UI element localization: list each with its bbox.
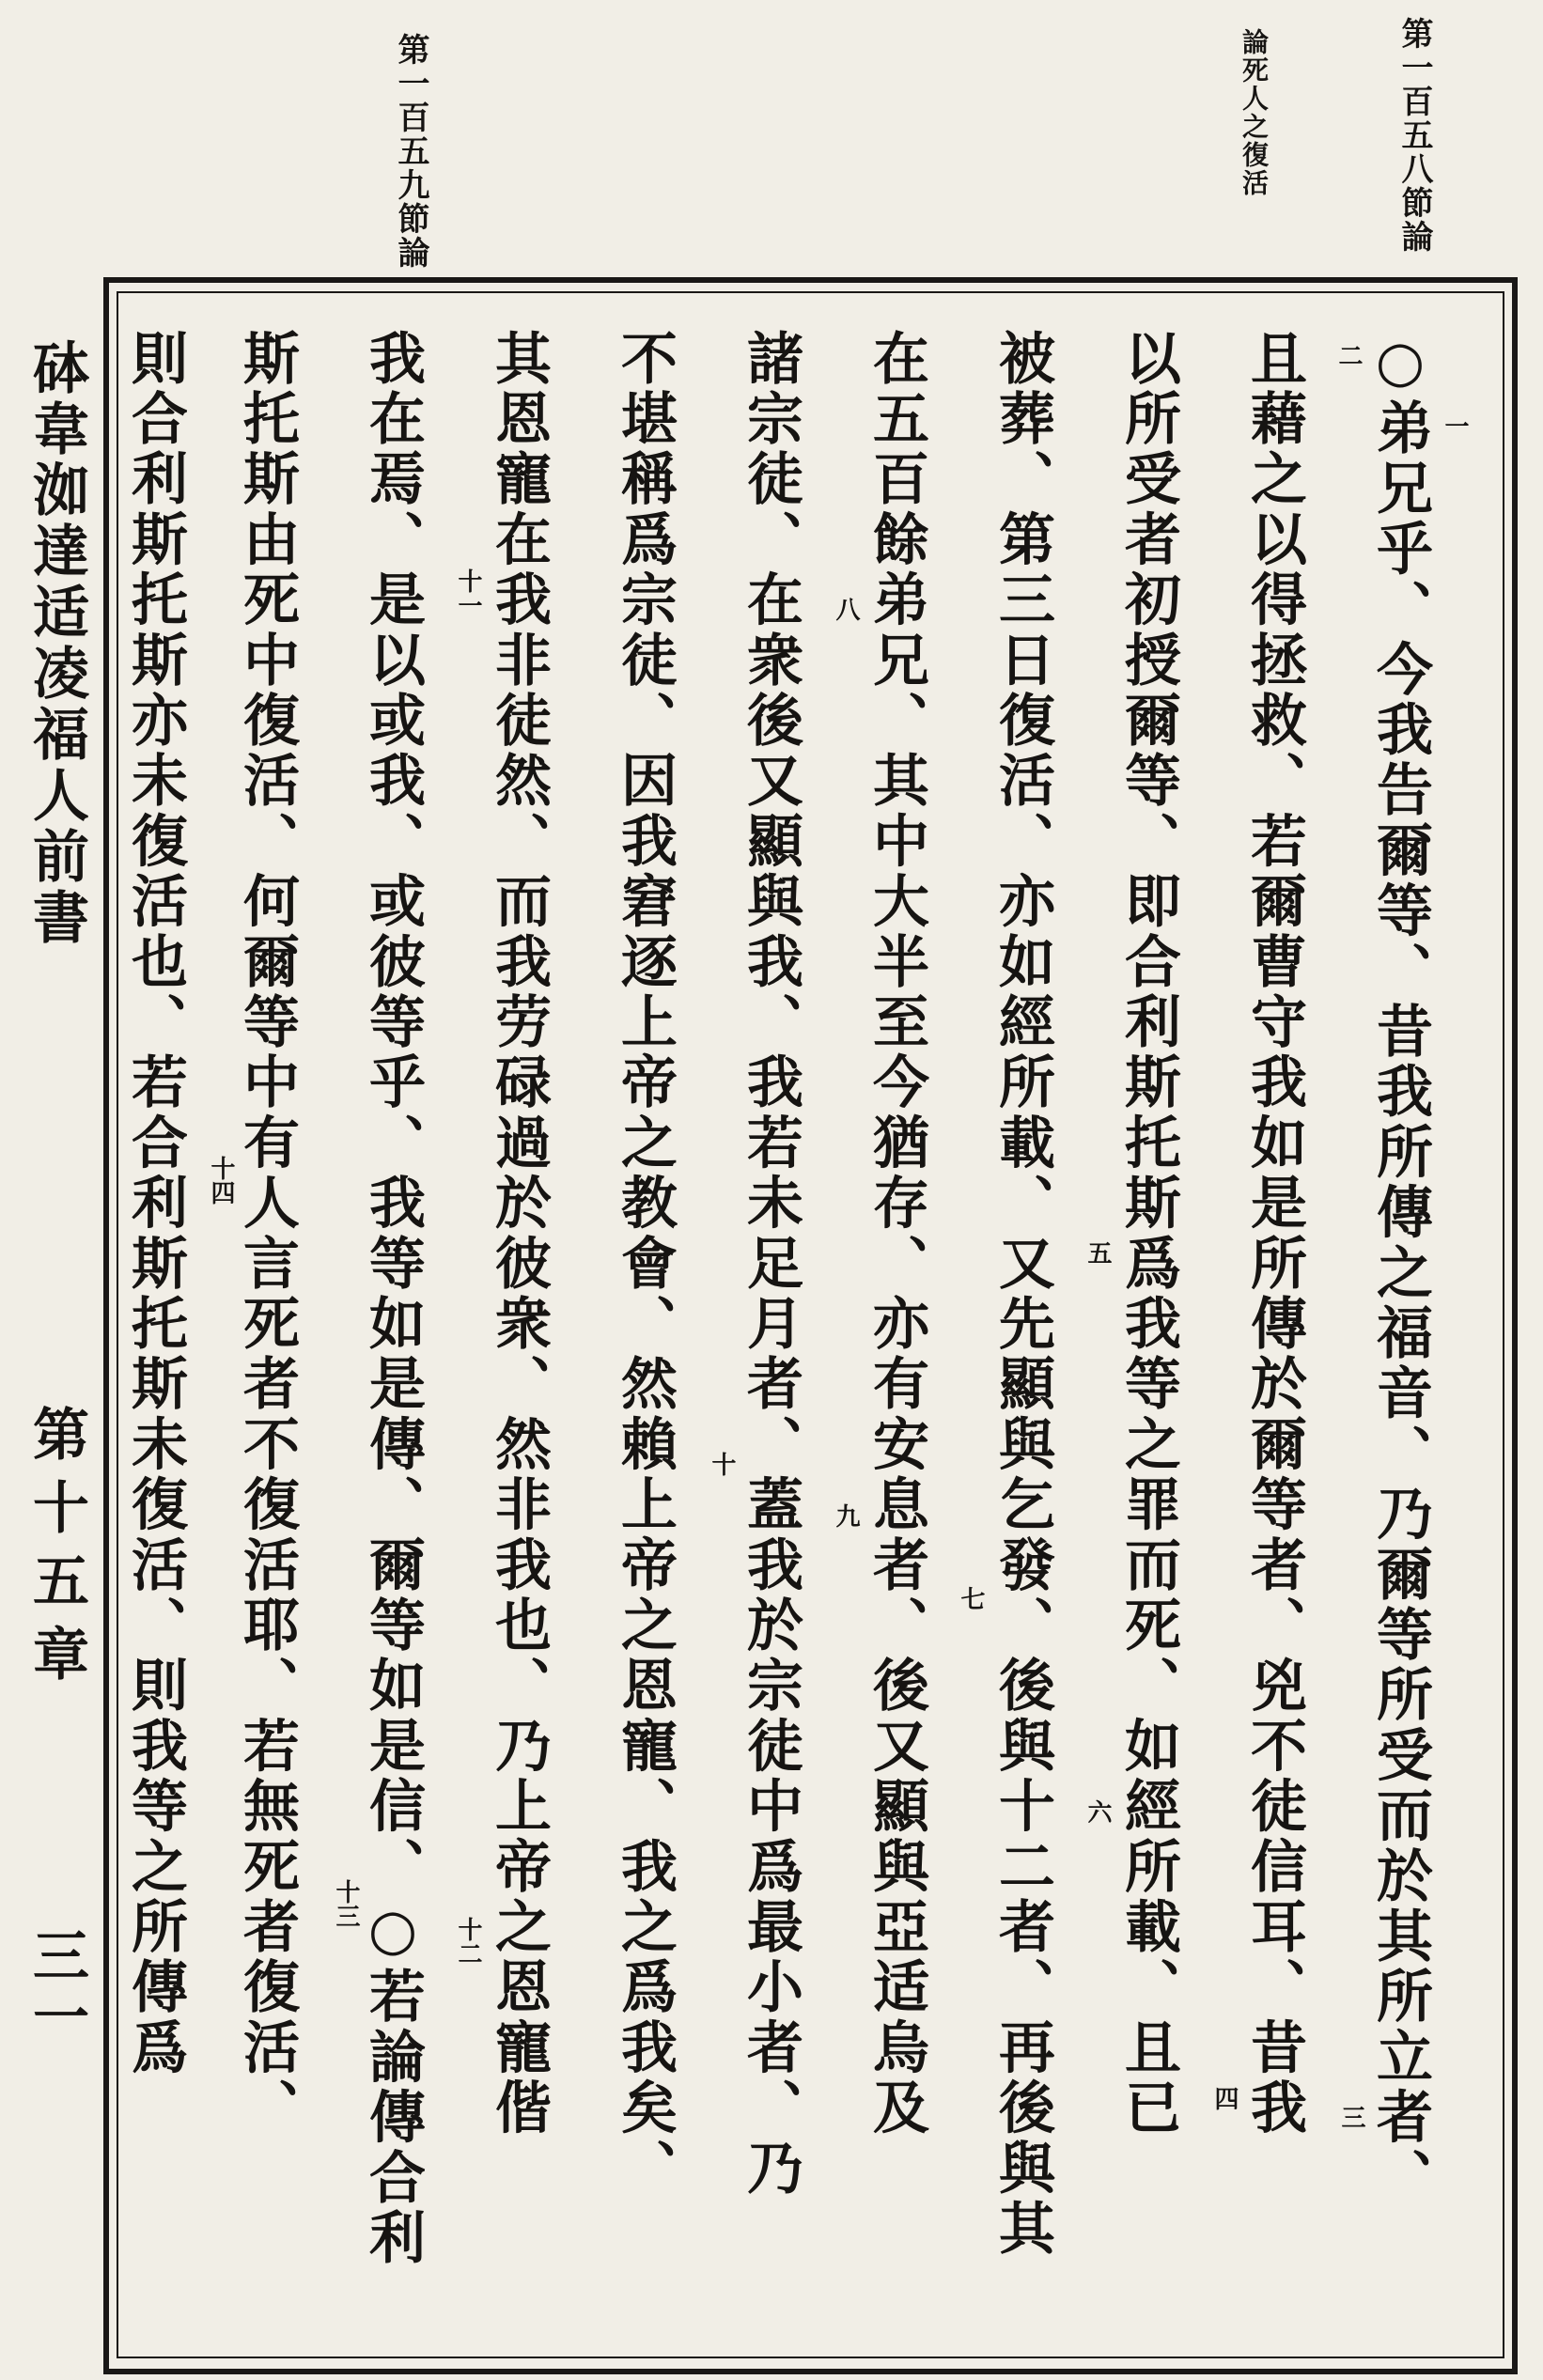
text-column-5: 在五百餘弟兄、其中大半至今猶存、亦有安息者、後又顯與亞适烏及 xyxy=(864,329,929,2139)
verse-marker: 五 xyxy=(1083,1240,1112,1265)
running-title-page: 三一 xyxy=(23,1926,89,2048)
text-column-4: 被葬、第三日復活、亦如經所載、又先顯與乞發、後與十二者、再後與其 xyxy=(990,329,1055,2260)
text-column-3: 以所受者初授爾等、即合利斯托斯爲我等之罪而死、如經所載、且已 xyxy=(1115,329,1181,2139)
verse-marker: 十二 xyxy=(454,1917,482,1966)
verse-marker: 十三 xyxy=(332,1879,360,1928)
text-column-1: ○弟兄乎、今我告爾等、昔我所傳之福音、乃爾等所受而於其所立者、 xyxy=(1367,329,1433,2209)
text-column-7: 不堪稱爲宗徒、因我窘逐上帝之教會、然賴上帝之恩寵、我之爲我矣、 xyxy=(612,329,678,2200)
text-column-11: 則合利斯托斯亦未復活也、若合利斯托斯未復活、則我等之所傳爲 xyxy=(122,329,188,2078)
verse-marker: 六 xyxy=(1083,1799,1112,1824)
verse-marker: 一 xyxy=(1441,413,1469,438)
section-header-159: 第一百五九節論 xyxy=(392,33,429,270)
verse-marker: 十 xyxy=(708,1452,736,1476)
verse-marker: 四 xyxy=(1210,2086,1239,2110)
text-column-6: 諸宗徒、在衆後又顯與我、我若未足月者、蓋我於宗徒中爲最小者、乃 xyxy=(738,329,803,2200)
verse-marker: 二 xyxy=(1334,343,1363,367)
verse-marker: 三 xyxy=(1337,2105,1365,2129)
section-header-158: 第一百五八節論 xyxy=(1395,17,1433,254)
verse-marker: 七 xyxy=(957,1586,985,1610)
section-topic-158: 論死人之復活 xyxy=(1239,28,1270,197)
text-column-9: 我在焉、是以或我、或彼等乎、我等如是傳、爾等如是信、○若論傳合利 xyxy=(360,329,426,2269)
verse-marker: 八 xyxy=(832,597,860,621)
text-column-10: 斯托斯由死中復活、何爾等中有人言死者不復活耶、若無死者復活、 xyxy=(234,329,300,2139)
running-title-book: 砵韋洳達适凌福人前書 xyxy=(23,338,89,949)
running-title-chapter: 第十五章 xyxy=(23,1405,89,1698)
text-column-2: 且藉之以得拯救、若爾曹守我如是所傳於爾等者、兇不徒信耳、昔我 xyxy=(1241,329,1307,2139)
text-column-8: 其恩寵在我非徒然、而我劳碌過於彼衆、然非我也、乃上帝之恩寵偕 xyxy=(486,329,552,2139)
verse-marker: 九 xyxy=(832,1503,860,1528)
verse-marker: 十一 xyxy=(454,568,482,617)
verse-marker: 十四 xyxy=(207,1156,235,1205)
